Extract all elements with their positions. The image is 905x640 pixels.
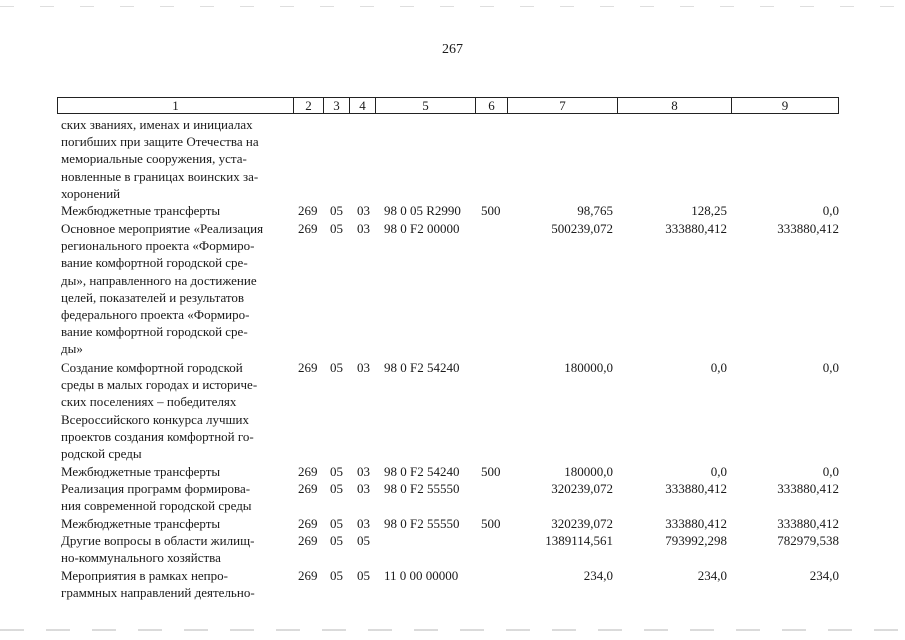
cell-amount-col7: 320239,072 <box>551 516 613 531</box>
page-number: 267 <box>442 42 463 57</box>
cell-amount-col7: 320239,072 <box>551 481 613 496</box>
header-col-4: 4 <box>350 98 376 113</box>
cell-amount-col9: 782979,538 <box>777 533 839 548</box>
cell-subsection: 03 <box>357 360 370 375</box>
cell-amount-col8: 793992,298 <box>665 533 727 548</box>
cell-section: 05 <box>330 533 343 548</box>
header-col-1: 1 <box>58 98 294 113</box>
header-col-2: 2 <box>294 98 324 113</box>
cell-ministry: 269 <box>298 221 318 236</box>
scan-artifact-top <box>0 6 905 7</box>
cell-amount-col7: 180000,0 <box>564 360 613 375</box>
cell-amount-col8: 333880,412 <box>665 221 727 236</box>
cell-section: 05 <box>330 516 343 531</box>
cell-section: 05 <box>330 221 343 236</box>
cell-target-article: 98 0 F2 54240 <box>384 360 460 375</box>
cell-amount-col8: 0,0 <box>710 464 727 479</box>
cell-section: 05 <box>330 464 343 479</box>
cell-subsection: 03 <box>357 481 370 496</box>
cell-ministry: 269 <box>298 533 318 548</box>
cell-subsection: 05 <box>357 568 370 583</box>
cell-amount-col9: 0,0 <box>822 464 839 479</box>
row-description: Создание комфортной городской среды в малых городах и историче- ских поселениях – победителях Всероссийского конкурса лучших проектов создания комфортной го- родской среды <box>61 360 258 462</box>
cell-amount-col7: 180000,0 <box>564 464 613 479</box>
cell-target-article: 11 0 00 00000 <box>384 568 459 583</box>
cell-ministry: 269 <box>298 516 318 531</box>
scan-artifact-bottom <box>0 629 905 631</box>
cell-section: 05 <box>330 203 343 218</box>
row-description: Мероприятия в рамках непро- граммных направлений деятельно- <box>61 568 255 601</box>
cell-section: 05 <box>330 360 343 375</box>
row-description: Межбюджетные трансферты <box>61 203 221 218</box>
cell-amount-col8: 128,25 <box>691 203 727 218</box>
cell-amount-col9: 333880,412 <box>777 221 839 236</box>
cell-ministry: 269 <box>298 203 318 218</box>
row-description: ских званиях, именах и инициалах погибших при защите Отечества на мемориальные сооружения, уста- новленные в границах воинских за- хоронений <box>61 117 259 201</box>
cell-amount-col9: 0,0 <box>822 360 839 375</box>
cell-amount-col9: 333880,412 <box>777 481 839 496</box>
cell-expense-type: 500 <box>481 516 501 531</box>
cell-subsection: 03 <box>357 203 370 218</box>
cell-ministry: 269 <box>298 360 318 375</box>
header-col-7: 7 <box>508 98 618 113</box>
header-col-8: 8 <box>618 98 732 113</box>
header-col-6: 6 <box>476 98 508 113</box>
cell-amount-col9: 333880,412 <box>777 516 839 531</box>
cell-amount-col7: 234,0 <box>583 568 613 583</box>
cell-subsection: 03 <box>357 516 370 531</box>
cell-target-article: 98 0 F2 55550 <box>384 481 460 496</box>
cell-amount-col8: 0,0 <box>710 360 727 375</box>
cell-section: 05 <box>330 568 343 583</box>
header-col-5: 5 <box>376 98 476 113</box>
cell-amount-col8: 333880,412 <box>665 481 727 496</box>
cell-target-article: 98 0 F2 55550 <box>384 516 460 531</box>
cell-target-article: 98 0 F2 00000 <box>384 221 460 236</box>
cell-ministry: 269 <box>298 568 318 583</box>
cell-section: 05 <box>330 481 343 496</box>
cell-ministry: 269 <box>298 481 318 496</box>
cell-amount-col7: 1389114,561 <box>545 533 613 548</box>
cell-subsection: 03 <box>357 221 370 236</box>
header-col-9: 9 <box>781 98 789 113</box>
cell-amount-col9: 0,0 <box>822 203 839 218</box>
cell-amount-col9: 234,0 <box>809 568 839 583</box>
cell-amount-col8: 234,0 <box>697 568 727 583</box>
cell-target-article: 98 0 05 R2990 <box>384 203 461 218</box>
row-description: Межбюджетные трансферты <box>61 464 221 479</box>
cell-expense-type: 500 <box>481 203 501 218</box>
row-description: Другие вопросы в области жилищ- но-коммунального хозяйства <box>61 533 255 566</box>
row-description: Реализация программ формирова- ния современной городской среды <box>61 481 252 514</box>
row-description: Основное мероприятие «Реализация регионального проекта «Формиро- вание комфортной городской сре- ды», направленного на достижение целей, показателей и результатов федерального проекта «Формиро- вание комфортной городской сре- ды» <box>61 221 264 357</box>
cell-expense-type: 500 <box>481 464 501 479</box>
cell-amount-col7: 98,765 <box>577 203 613 218</box>
cell-target-article: 98 0 F2 54240 <box>384 464 460 479</box>
cell-amount-col7: 500239,072 <box>551 221 613 236</box>
cell-subsection: 05 <box>357 533 370 548</box>
row-description: Межбюджетные трансферты <box>61 516 221 531</box>
cell-subsection: 03 <box>357 464 370 479</box>
cell-amount-col8: 333880,412 <box>665 516 727 531</box>
cell-ministry: 269 <box>298 464 318 479</box>
table-header-row <box>57 97 839 114</box>
header-col-3: 3 <box>324 98 350 113</box>
